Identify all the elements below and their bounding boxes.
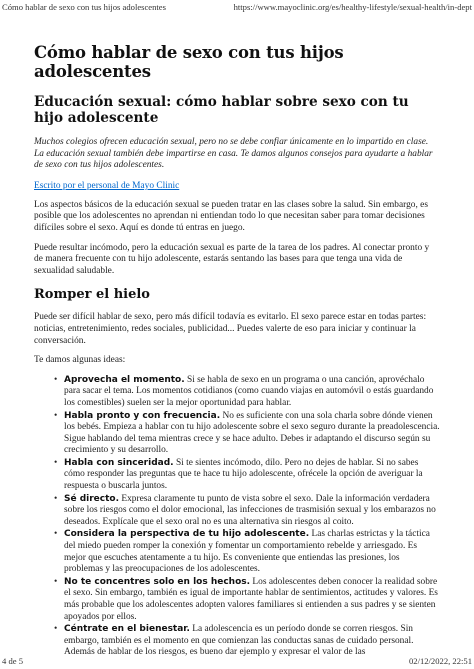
tip-text: Si te sientes incómodo, dilo. Pero no dejes de hablar. Si no sabes cómo responder las preguntas que te hace tu hijo adolescente, ofrécele la opción de averiguar la respuesta o buscarla juntos. xyxy=(64,457,423,492)
bullet-icon: • xyxy=(54,457,58,468)
paragraph-2: Puede resultar incómodo, pero la educación sexual es parte de la tarea de los padres. Al conectar pronto y de manera frecuente con tu hijo adolescente, estarás sentando las bases para que tenga una vida de sexualidad saludable. xyxy=(34,242,430,276)
tip-text: Si se habla de sexo en un programa o una canción, aprovéchalo para sacar el tema. Los momentos cotidianos (como cuando viajas en automóvil o estás guardando los comestibles) suelen ser la mejor oportunidad para hablar. xyxy=(64,374,434,408)
list-item xyxy=(54,410,440,457)
tip-text: Las charlas estrictas y la táctica del miedo pueden romper la conexión y fomentar un comportamiento rebelde y arriesgado. Es mejor que escuches atentamente a tu hijo. Es conveniente que entiendas las presiones, los problemas y las preocupaciones de los adolescentes. xyxy=(64,529,430,575)
tips-list xyxy=(34,375,440,659)
bullet-icon: • xyxy=(54,576,58,587)
print-header xyxy=(2,2,472,12)
list-item xyxy=(54,529,440,575)
bullet-icon: • xyxy=(54,624,58,635)
paragraph-3: Puede ser difícil hablar de sexo, pero más difícil todavía es evitarlo. El sexo parece estar en todas partes: noticias, entretenimiento, redes sociales, publicidad... Puedes valerte de eso para iniciar y continuar la conversación. xyxy=(34,312,427,346)
bullet-icon: • xyxy=(54,374,58,385)
print-title: Cómo hablar de sexo con tus hijos adolescentes xyxy=(2,2,166,12)
page-number: 4 de 5 xyxy=(2,656,24,666)
tip-text: La adolescencia es un período donde se corren riesgos. Sin embargo, también es el momento en que comienzan las conductas sanas de cuidado personal. Además de hablar de los riesgos, es bueno dar ejemplo y expresar el valor de las xyxy=(64,624,414,658)
list-item xyxy=(54,457,440,493)
bullet-icon: • xyxy=(54,493,58,504)
article-intro: Muchos colegios ofrecen educación sexual, pero no se debe confiar únicamente en lo impartido en clase. La educación sexual también debe impartirse en casa. Te damos algunos consejos para ayudarte a hablar de sexo con tus hijos adolescentes. xyxy=(34,137,433,171)
article-subtitle: Educación sexual: cómo hablar sobre sexo con tu hijo adolescente xyxy=(34,94,409,126)
bullet-icon: • xyxy=(54,529,58,540)
tip-heading: Habla pronto y con frecuencia. xyxy=(64,410,221,421)
list-item xyxy=(54,493,440,529)
page-title: Cómo hablar de sexo con tus hijos adolescentes xyxy=(34,43,344,81)
tip-heading: No te concentres solo en los hechos. xyxy=(64,576,251,587)
tip-heading: Sé directo. xyxy=(64,493,120,504)
paragraph-1: Los aspectos básicos de la educación sexual se pueden tratar en las clases sobre la salud. Sin embargo, es posible que los adolescentes no aprendan ni entiendan todo lo que necesitan saber para tomar decisiones difíciles sobre el sexo. Aquí es donde tú entras en juego. xyxy=(34,199,428,233)
print-footer xyxy=(2,656,472,666)
tip-text: No es suficiente con una sola charla sobre dónde vienen los bebés. Empieza a hablar con tu hijo adolescente sobre el sexo seguro durante la preadolescencia. Sigue hablando del tema mientras crece y se hace adulto. Debes ir adaptando el discurso según su crecimiento y su desarrollo. xyxy=(64,410,440,456)
tip-heading: Aprovecha el momento. xyxy=(64,374,185,385)
article xyxy=(34,43,440,660)
tip-heading: Céntrate en el bienestar. xyxy=(64,624,190,635)
tip-text: Expresa claramente tu punto de vista sobre el sexo. Dale la información verdadera sobre los riesgos como el dolor emocional, las infecciones de trasmisión sexual y los embarazos no deseados. Explícale que el sexo oral no es una alternativa sin riesgos al coito. xyxy=(64,493,436,527)
tip-text: Los adolescentes deben conocer la realidad sobre el sexo. Sin embargo, también es igual de importante hablar de sentimientos, actitudes y valores. Es más probable que los adolescentes adopten valores familiares si entienden a sus padres y se sienten apoyados por ellos. xyxy=(64,576,438,622)
tip-heading: Habla con sinceridad. xyxy=(64,457,174,468)
author-link[interactable]: Escrito por el personal de Mayo Clinic xyxy=(34,180,180,191)
tip-heading: Considera la perspectiva de tu hijo adolescente. xyxy=(64,529,310,540)
paragraph-4: Te damos algunas ideas: xyxy=(34,355,126,366)
list-item xyxy=(54,374,440,410)
print-url[interactable]: https://www.mayoclinic.org/es/healthy-lifestyle/sexual-health/in-dept xyxy=(233,2,472,12)
list-item xyxy=(54,624,440,659)
bullet-icon: • xyxy=(54,410,58,421)
print-datetime: 02/12/2022, 22:51 xyxy=(408,656,472,666)
list-item xyxy=(54,576,440,623)
section-heading: Romper el hielo xyxy=(34,287,150,303)
